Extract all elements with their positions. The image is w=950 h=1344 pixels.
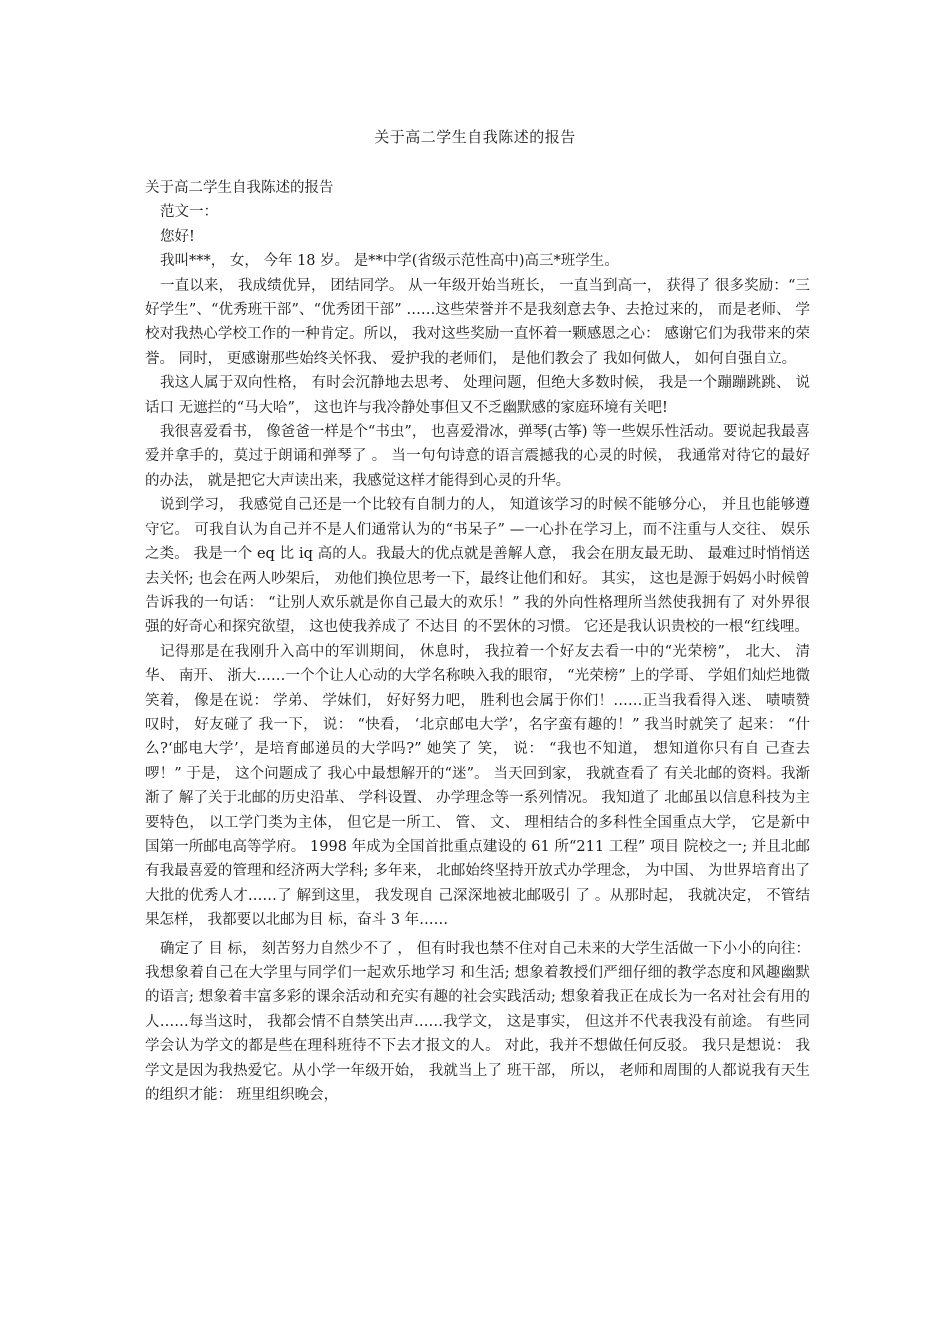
paragraph-study: 说到学习， 我感觉自己还是一个比较有自制力的人， 知道该学习的时候不能够分心， 并且也能够遵守它。 可我自认为自己并不是人们通常认为的“书呆子” —一心扑在学习上，而不注重与人交往、 娱乐之类。 我是一个 eq 比 iq 高的人。我最大的优点就是善解人意， 我会在朋友最无助、 最难过时悄悄送去关怀; 也会在两人吵架后， 劝他们换位思考一下，最终让他们和好。 其实， 这也是源于妈妈小时候曾告诉我的一句话： “让别人欢乐就是你自己最大的欢乐！” 我的外向性格理所当然使我拥有了 对外界很强的好奇心和探究欲望， 这也使我养成了 不达目 的不罢休的习惯。 它还是我认识贵校的一根“红线哩。: [145, 497, 810, 636]
paragraph-goals: 确定了 目 标， 刻苦努力自然少不了 ， 但有时我也禁不住对自己未来的大学生活做一下小小的向往： 我想象着自己在大学里与同学们一起欢乐地学习 和生活; 想象着教授们严细仔细的教学态度和风趣幽默的语言; 想象着丰富多彩的课余活动和充实有趣的社会实践活动; 想象着我正在成长为一名对社会有用的人……每当这时， 我都会情不自禁笑出声……我学文， 这是事实， 但这并不代表我没有前途。 有些同学会认为学文的都是些在理科班待不下去才报文的人。 对此，我并不想做任何反驳。 我只是想说： 我学文是因为我热爱它。从小学一年级开始， 我就当上了 班干部， 所以， 老师和周围的人都说我有天生的组织才能： 班里组织晚会，: [145, 940, 810, 1104]
paragraph-hobbies: 我很喜爱看书， 像爸爸一样是个“书虫”， 也喜爱滑冰，弹琴(古筝) 等一些娱乐性活动。要说起我最喜爱并拿手的，莫过于朗诵和弹琴了 。 当一句句诗意的语言震撼我的心灵的时候， 我通常对待它的最好的办法， 就是把它大声读出来，我感觉这样才能得到心灵的升华。: [145, 424, 810, 489]
paragraph-greeting: 您好!: [160, 228, 195, 245]
paragraph-intro: 我叫***， 女， 今年 18 岁。 是**中学(省级示范性高中)高三*班学生。: [160, 253, 619, 270]
paragraph-achievements: 一直以来， 我成绩优异， 团结同学。 从一年级开始当班长， 一直当到高一， 获得了 很多奖励：“三好学生”、“优秀班干部”、“优秀团干部” ……这些荣誉并不是我刻意去争、去抢过来的， 而是老师、 学校对我热心学校工作的一种肯定。所以， 我对这些奖励一直怀着一颗感恩之心： 感谢它们为我带来的荣誉。 同时， 更感谢那些始终关怀我、 爱护我的老师们， 是他们教会了 我如何做人， 如何自强自立。: [145, 277, 810, 367]
document-title: 关于高二学生自我陈述的报告: [374, 128, 576, 146]
document-body: [145, 176, 810, 1107]
paragraph-personality: 我这人属于双向性格， 有时会沉静地去思考、 处理问题，但绝大多数时候， 我是一个蹦蹦跳跳、 说话口 无遮拦的“马大哈”， 这也许与我冷静处事但又不乏幽默感的家庭环境有关吧!: [145, 375, 810, 416]
body-heading: 关于高二学生自我陈述的报告: [145, 180, 334, 196]
paragraph-memory: 记得那是在我刚升入高中的军训期间， 休息时， 我拉着一个好友去看一中的“光荣榜”， 北大、 清华、 南开、 浙大……一个个让人心动的大学名称映入我的眼帘， “光荣榜” 上的学哥、 学姐们灿烂地微笑着， 像是在说： 学弟、 学妹们， 好好努力吧， 胜利也会属于你们！……正当我看得入迷、 啧啧赞叹时， 好友碰了 我一下， 说： “快看， ‘北京邮电大学’，名字蛮有趣的！” 我当时就笑了 起来： “什么?‘邮电大学’，是培育邮递员的大学吗?” 她笑了 笑， 说： “我也不知道， 想知道你只有自 己查去啰！” 于是， 这个问题成了 我心中最想解开的“迷”。 当天回到家， 我就查看了 有关北邮的资料。我渐渐了 解了关于北邮的历史沿革、 学科设置、 办学理念等一系列情况。 我知道了 北邮虽以信息科技为主要特色， 以工学门类为主体， 但它是一所工、 管、 文、 理相结合的多科性全国重点大学， 它是新中国第一所邮电高等学府。 1998 年成为全国首批重点建设的 61 所“211 工程” 项目 院校之一; 并且北邮有我最喜爱的管理和经济两大学科; 多年来， 北邮始终坚持开放式办学理念， 为中国、 为世界培育出了 大批的优秀人才……了 解到这里， 我发现自 己深深地被北邮吸引 了 。从那时起， 我就决定， 不管结果怎样， 我都要以北邮为目 标，奋斗 3 年……: [145, 643, 810, 929]
paragraph-sample-label: 范文一：: [160, 204, 218, 221]
